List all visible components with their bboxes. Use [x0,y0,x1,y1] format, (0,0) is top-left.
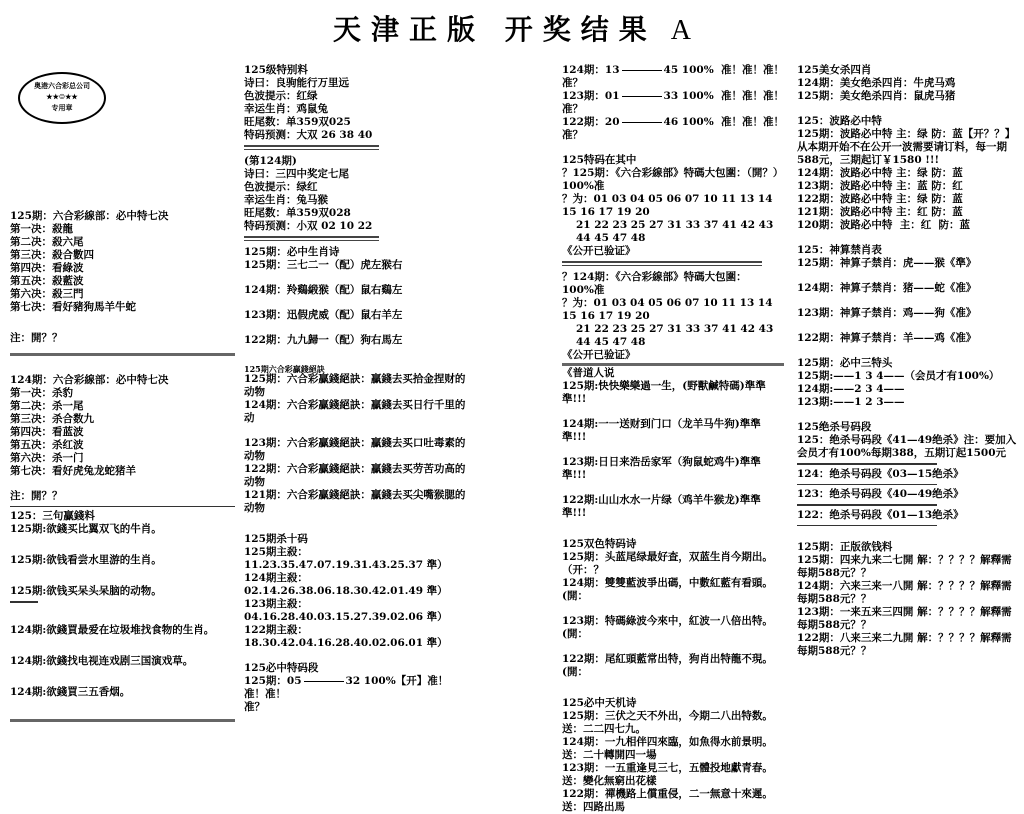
line: 第四决：看綠波 [10,262,84,274]
line: 120期：波路必中特 主：红 防：蓝 [797,219,971,231]
line: 125期：六合彩贏錢絕訣：贏錢去买拾金捏财的动物 [244,373,466,398]
line: 色波提示：绿红 [244,181,318,193]
segment-end: 46 100% [663,116,714,128]
line: 124期:——2 3 4—— [797,383,905,395]
line: 124期：六来三来一八開 解：？？？？解釋需每期588元？？ [797,580,1012,605]
section-title: 125美女杀四肖 [797,64,872,76]
line: 特码预测：小双 02 10 22 [244,220,373,232]
line: 第七决：看好虎兔龙蛇猪羊 [10,465,136,477]
segment-end: 45 100% [663,64,714,76]
column-1 [10,210,235,726]
line: 《公开已验证》 [562,349,636,361]
divider [244,236,379,241]
divider [562,261,762,266]
line: 125期：神算子禁肖：虎——猴《準》 [797,257,977,269]
section-title: 125绝杀号码段 [797,421,872,433]
line: 124期:欲錢找电视连戏剧三国演戏草。 [10,655,194,667]
section-title: 125必中特码段 [244,662,319,674]
line: 第一决：殺龍 [10,223,73,235]
line: 旺尾数：单359双028 [244,207,351,219]
line: 旺尾数：单359双025 [244,116,351,128]
page-title [0,8,1024,48]
segment-label: 123期：01 [562,90,620,102]
section-title: 125：波路必中特 [797,115,882,127]
line: 第七决：看好豬狗馬羊牛蛇 [10,301,136,313]
line: 124期：神算子禁肖：猪——蛇《准》 [797,282,977,294]
segment-end: 33 100% [663,90,714,102]
note: 注：開？？ [10,490,63,502]
divider [562,363,784,366]
line: (第124期) [244,155,297,167]
line: 准？ [562,77,583,89]
line: 124期：美女绝杀四肖：牛虎马鸡 [797,77,956,89]
line: 124期:欲錢買三五香烟。 [10,686,131,698]
line: ？125期：《六合彩線部》特碼大包圍：（開？） [562,167,784,179]
title-text: 天津正版 开奖结果 [333,13,657,46]
line: 幸运生肖：鸡鼠兔 [244,103,328,115]
line: ？124期：《六合彩線部》特碼大包圍： [562,271,747,283]
line: 准？ [562,129,583,141]
divider [10,719,235,722]
line: 准？ [562,103,583,115]
line: 124期:欲錢買最爱在垃圾堆找食物的生肖。 [10,624,215,636]
line: 123期:日日来浩岳家军（狗鼠蛇鸡牛)準準準!!! [562,456,761,481]
line: 124期：一九相伴四來臨，如魚得水前景明。送：二十轉開四一場 [562,736,773,761]
line: 《公开已验证》 [562,245,636,257]
column-4 [797,64,1019,658]
dash [622,96,662,97]
line: 125：绝杀号码段《41—49绝杀》注：要加入会员才有100%每期388，五期订起1500元 [797,434,1017,459]
line: 诗曰：三四中奖定七尾 [244,168,349,180]
line: 21 22 23 25 27 31 33 37 41 42 43 44 45 47 48 [576,323,777,348]
line: 125期:——1 3 4——（会员才有100%） [797,370,1000,382]
line: 123期主殺：04.16.28.40.03.15.27.39.02.06 準） [244,598,448,623]
line: 100%准 [562,284,605,296]
title-suffix: A [670,15,691,46]
line: 125期：波路必中特 主：绿 防：蓝【开？？】从本期开始不在公开一波需要请订料，每一期588元，三期起订￥1580 !!! [797,128,1016,166]
divider [797,525,937,526]
divider [797,463,937,465]
line [562,90,784,103]
line: 125级特别料 [244,64,308,76]
line: 125期:欲錢买比翼双飞的牛肖。 [10,523,162,535]
section-title: 125：三句贏錢料 [10,510,95,522]
line: 124期：雙雙藍波爭出碼，中數紅藍有看頭。(開： [562,577,773,602]
line [244,675,469,701]
line: 123期：迅假虎威（配）鼠右羊左 [244,309,403,321]
divider [10,601,38,603]
section-title: 125期杀十码 [244,533,308,545]
line: 125期：六合彩線部：必中特七决 [10,210,169,222]
line [562,116,784,129]
line: 125期：必中生肖诗 [244,246,340,258]
line: 124期：六合彩線部：必中特七决 [10,374,169,386]
line: 123期：六合彩贏錢絕訣：贏錢去买口吐毒素的动物 [244,437,466,462]
line: 123期：神算子禁肖：鸡——狗《准》 [797,307,977,319]
line: 幸运生肖：兔马猴 [244,194,328,206]
line: 125期主殺：11.23.35.47.07.19.31.43.25.37 準） [244,546,448,571]
column-3 [562,64,784,814]
line: 诗曰：良驹能行万里远 [244,77,349,89]
line: 122期：八来三来二九開 解：？？？？解釋需每期588元？？ [797,632,1012,657]
line: 123期：一来五来三四開 解：？？？？解釋需每期588元？？ [797,606,1012,631]
dash [304,681,344,682]
line: 第五决：杀红波 [10,439,84,451]
line: 122期:山山水水一片绿（鸡羊牛猴龙)準準準!!! [562,494,761,519]
divider [797,504,937,506]
line: 21 22 23 25 27 31 33 37 41 42 43 44 45 47 48 [576,219,777,244]
line: 122期：尾紅頭藍常出特，狗肖出特龍不現。(開： [562,653,773,678]
section-title: 125特码在其中 [562,154,637,166]
dash [622,70,662,71]
line: 123：绝杀号码段《40—49绝杀》 [797,488,964,500]
dash [622,122,662,123]
divider [10,353,235,356]
line: 123期：一五重逢見三七，五體投地獻青春。送：變化無窮出花樣 [562,762,773,787]
line: 125期:欲钱看尝水里游的生肖。 [10,554,162,566]
line: 122期：六合彩贏錢絕訣：贏錢去买劳苦功高的动物 [244,463,466,488]
line: 色波提示：红绿 [244,90,318,102]
stamp-ring-text: 奥港六合彩总公司 [34,81,90,90]
line: 124期：六合彩贏錢絕訣：贏錢去买日行千里的动 [244,399,466,424]
line: 124期：羚鷄緞猴（配）鼠右鷄左 [244,284,403,296]
section-title: 125期：正版欲钱料 [797,541,893,553]
section-title: 125：神算禁肖表 [797,244,882,256]
line: 准？ [244,701,265,713]
line: 第二决：杀一尾 [10,400,84,412]
segment-mark: 准！准！准！ [721,116,784,128]
line: 第六决：殺三門 [10,288,84,300]
line: 123期:——1 2 3—— [797,396,905,408]
line: 125期：三七二一（配）虎左猴右 [244,259,403,271]
section-title: 125期：必中三特头 [797,357,893,369]
line: 特码预测：大双 26 38 40 [244,129,373,141]
segment-label: 122期：20 [562,116,620,128]
seal-stamp [18,72,106,124]
stamp-stars: ★★☺★★ [46,92,78,101]
note: 注：開？？ [10,332,63,344]
segment-end: 32 100%【开】准！准！准！ [244,675,449,700]
line: 122期：波路必中特 主：绿 防：蓝 [797,193,963,205]
line: 第三决：杀合数九 [10,413,94,425]
section-title: 《普道人说 [562,367,615,379]
line [562,64,784,77]
line: 122期：神算子禁肖：羊——鸡《准》 [797,332,977,344]
line: 124期:一一送财到门口（龙羊马牛狗)準準準!!! [562,418,761,443]
line: 125期：头蓝尾绿最好查，双蓝生肖今期出。（开：？ [562,551,773,576]
column-2 [244,64,469,714]
section-title: 125必中天机诗 [562,697,637,709]
line: ？为：01 03 04 05 06 07 10 11 13 14 15 16 17 19 20 [562,193,777,218]
line: 125期:欲钱买呆头呆脑的动物。 [10,585,162,597]
line: 123期：波路必中特 主：蓝 防：红 [797,180,963,192]
line: 123期：特碼綠波今來中，紅波一八倍出特。(開： [562,615,773,640]
line: 121期：波路必中特 主：红 防：蓝 [797,206,963,218]
line: 125期:快快樂樂過一生，(野獸鹹特碼)準準準!!! [562,380,766,405]
line: 第三决：殺合數四 [10,249,94,261]
line: 124：绝杀号码段《03—15绝杀》 [797,468,964,480]
segment-label: 125期：05 [244,675,302,687]
line: 125期：四来九来二七開 解：？？？？解釋需每期588元？？ [797,554,1012,579]
line: 第六决：杀一门 [10,452,84,464]
line: 100%准 [562,180,605,192]
divider [10,506,235,507]
line: 122期：禪機路上償重侵，二一無意十來遲。送：四路出馬 [562,788,773,813]
divider [244,145,379,150]
section-title: 125期六合彩贏錢絕訣 [244,364,325,374]
line: ？为：01 03 04 05 06 07 10 11 13 14 15 16 17 19 20 [562,297,777,322]
line: 124期：波路必中特 主：绿 防：蓝 [797,167,963,179]
line: 第五决：殺藍波 [10,275,84,287]
section-title: 125双色特码诗 [562,538,637,550]
segment-mark: 准！准！准！ [721,90,784,102]
line: 124期主殺：02.14.26.38.06.18.30.42.01.49 準） [244,572,448,597]
line: 125期：三伏之天不外出，今期二八出特数。送：二二四七九。 [562,710,773,735]
line: 第四决：看蓝波 [10,426,84,438]
line: 122期：九九歸一（配）狗右馬左 [244,334,403,346]
segment-label: 124期：13 [562,64,620,76]
line: 第一决：杀豹 [10,387,73,399]
stamp-label: 专用章 [51,103,73,112]
divider [797,484,937,485]
line: 第二决：殺六尾 [10,236,84,248]
line: 122：绝杀号码段《01—13绝杀》 [797,509,964,521]
line: 121期：六合彩贏錢絕訣：贏錢去买尖嘴猴腮的动物 [244,489,466,514]
line: 125期：美女绝杀四肖：鼠虎马猪 [797,90,956,102]
segment-mark: 准！准！准！ [721,64,784,76]
line: 122期主殺：18.30.42.04.16.28.40.02.06.01 準） [244,624,448,649]
